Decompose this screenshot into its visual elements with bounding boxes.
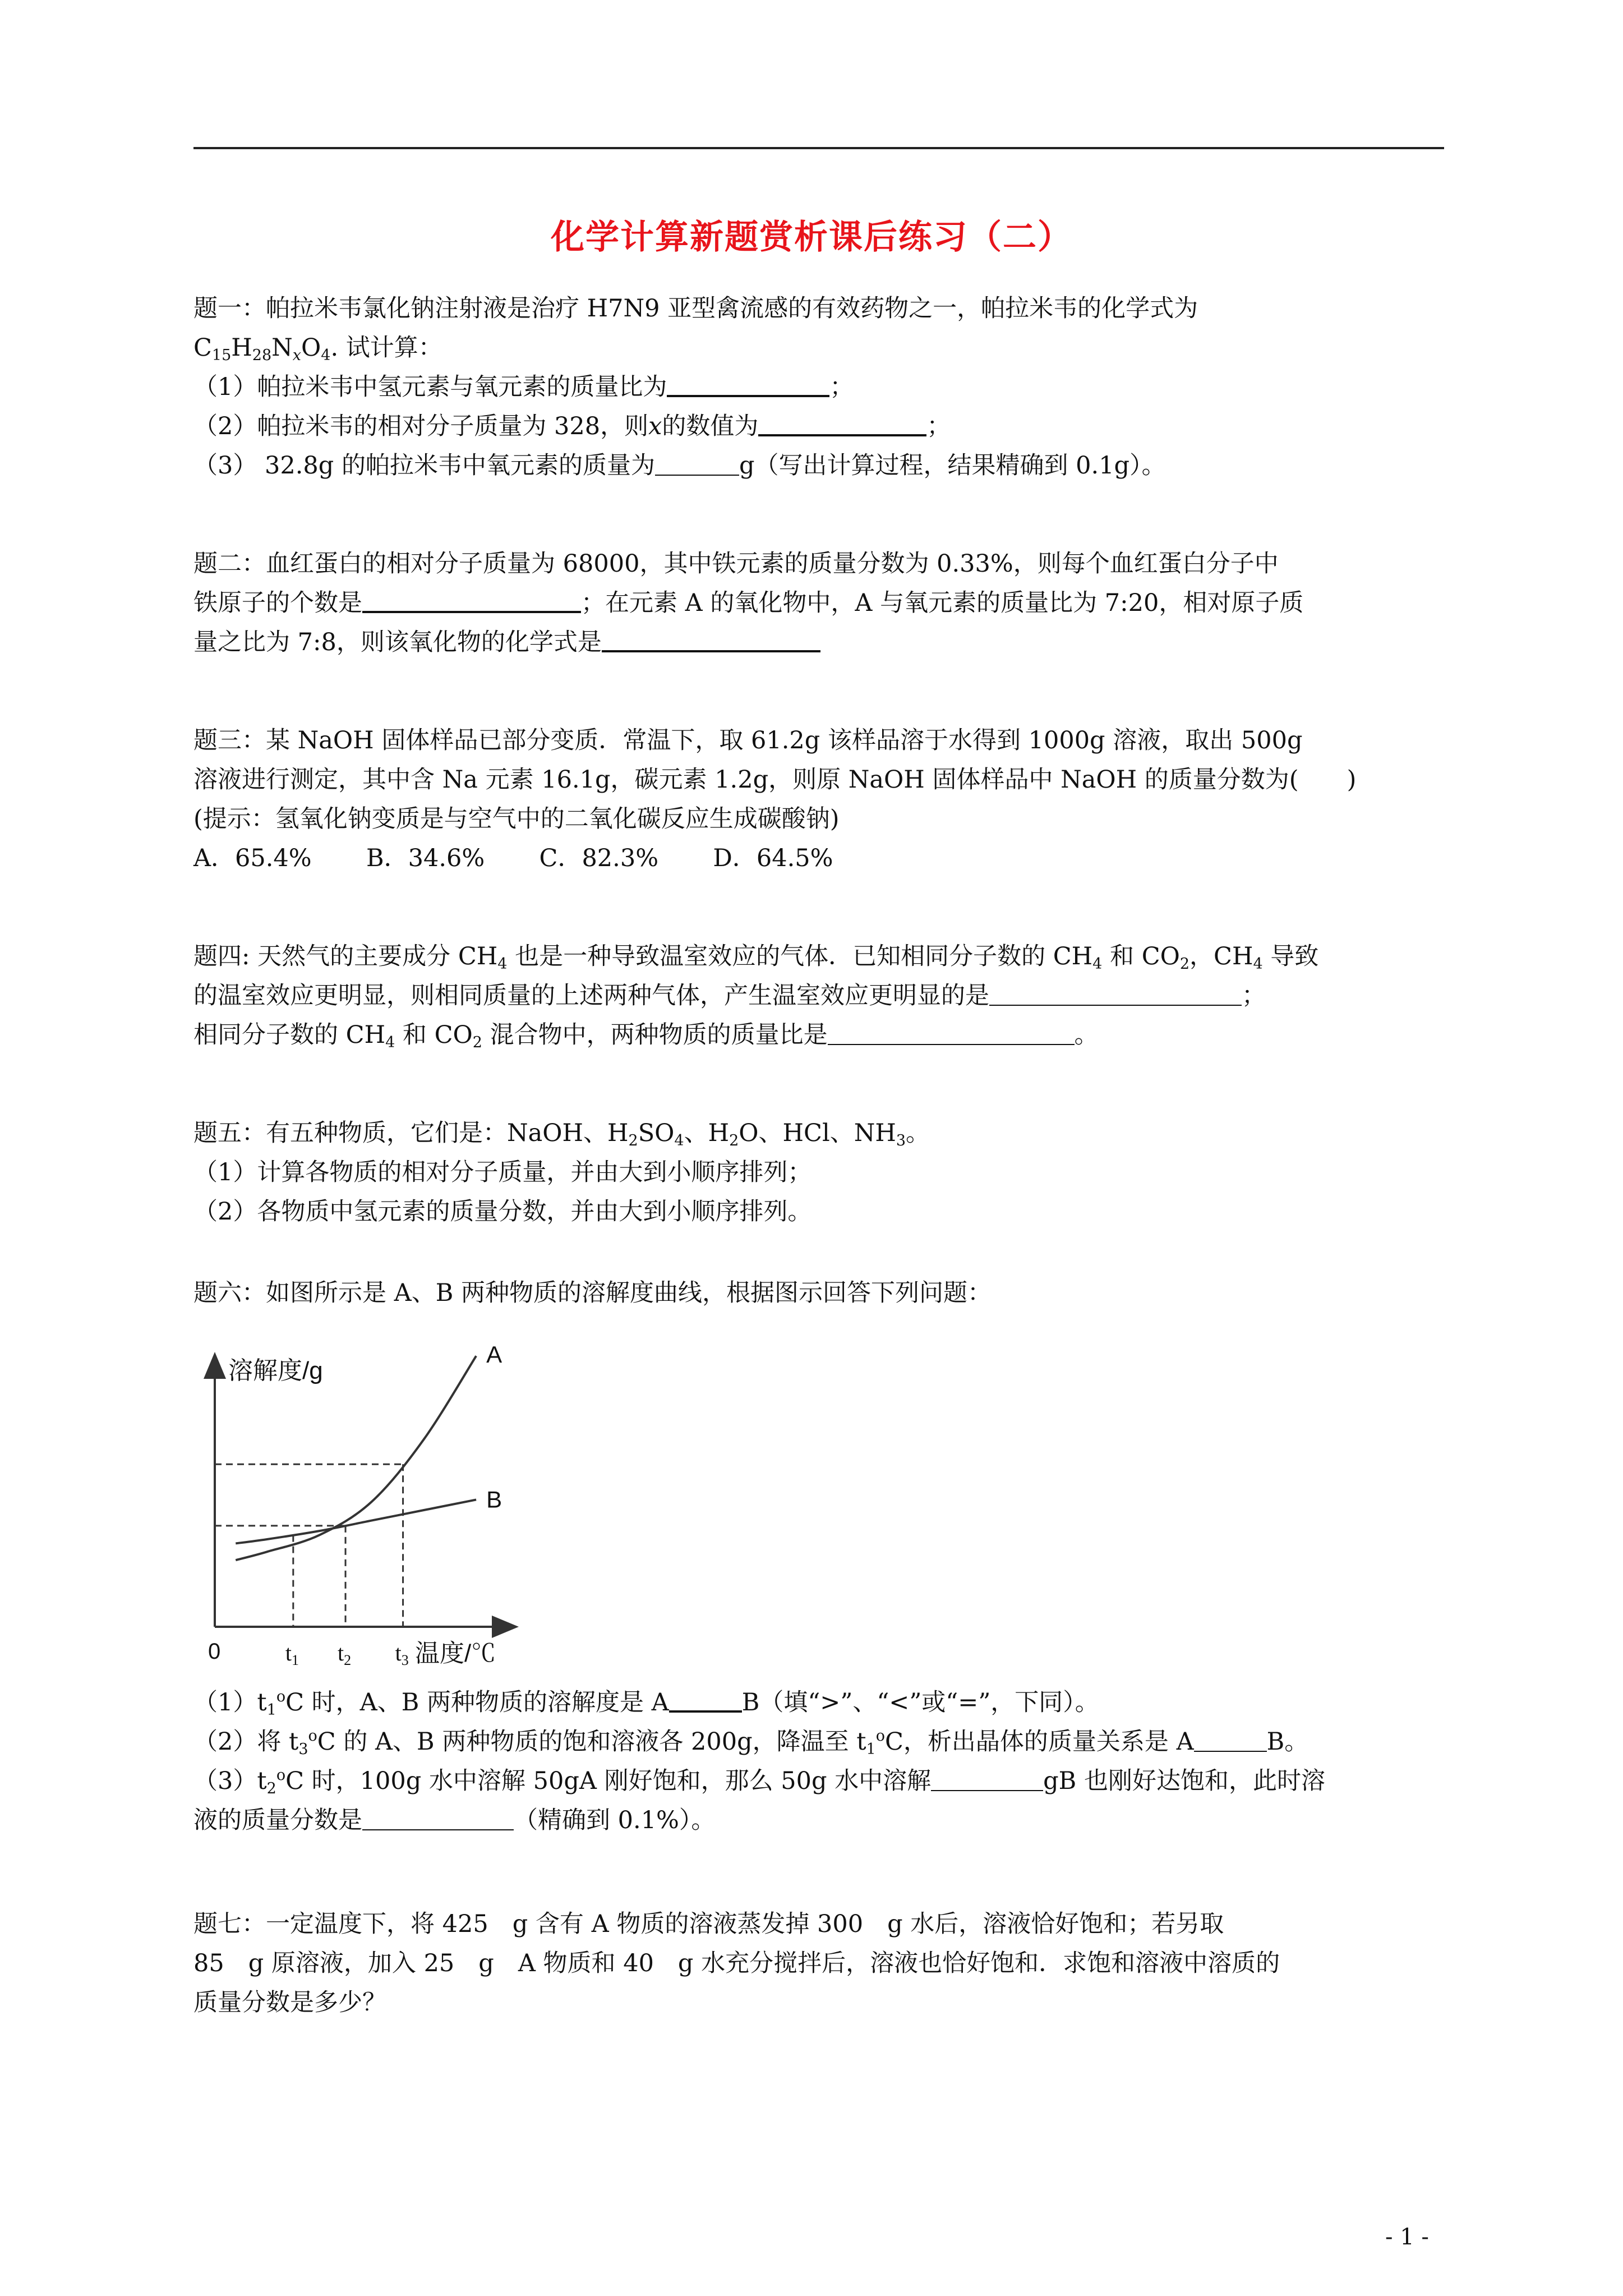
q1-blank1[interactable] [667,370,829,397]
q7-line2: 85 g 原溶液，加入 25 g A 物质和 40 g 水充分搅拌后，溶液也恰好饱和．求饱和溶液中溶质的 [193,1949,1280,1977]
q6-blank4[interactable] [362,1805,514,1830]
q7-line1: 题七：一定温度下，将 425 g 含有 A 物质的溶液蒸发掉 300 g 水后，溶液恰好饱和；若另取 [193,1910,1224,1938]
q5-part1: （1）计算各物质的相对分子质量，并由大到小顺序排列； [193,1158,812,1186]
q2-line2: 铁原子的个数是 ；在元素 A 的氧化物中，A 与氧元素的质量比为 7:20，相对原子质 [193,586,1303,620]
q4-line1: 题四: 天然气的主要成分 $CH_4$ 也是一种导致温室效应的气体．已知相同分子数的 $CH_4$ 和 $CO_2$，$CH_4$ 导致 [193,942,1319,973]
origin-label: 0 [208,1639,221,1664]
q5-line1: 题五：有五种物质，它们是：NaOH、$H_2SO_4$、$H_2O$、HCl、$NH_3$。 [193,1119,930,1149]
y-axis-label: 溶解度/g [228,1357,323,1384]
q3-line1: 题三：某 NaOH 固体样品已部分变质．常温下，取 61.2g 该样品溶于水得到 1000g 溶液，取出 500g [193,726,1303,754]
q1-formula: $C_{15}H_{28}N_xO_4$. 试计算： [193,334,442,364]
solubility-chart [193,1324,541,1672]
q2-line1: 题二：血红蛋白的相对分子质量为 68000，其中铁元素的质量分数为 0.33%，则每个血红蛋白分子中 [193,550,1279,578]
q6-blank2[interactable] [1194,1726,1267,1752]
q4-blank1[interactable] [989,980,1242,1006]
q1-part1: （1）帕拉米韦中氢元素与氧元素的质量比为 ； [193,370,854,404]
q1-line1: 题一：帕拉米韦氯化钠注射液是治疗 H7N9 亚型禽流感的有效药物之一，帕拉米韦的化学式为 [193,295,1198,323]
q1-blank3[interactable] [655,450,739,476]
q3-options [193,841,833,875]
page-number: - 1 - [1385,2224,1429,2250]
q3-option-a[interactable]: A．65.4% [193,844,312,872]
q7-line3: 质量分数是多少？ [193,1989,386,2017]
tick-label-t1: $t_1$ [285,1640,299,1668]
q4-line2: 的温室效应更明显，则相同质量的上述两种气体，产生温室效应更明显的是 ； [193,979,1266,1013]
q3-option-b[interactable]: B．34.6% [366,844,485,872]
page-title: 化学计算新题赏析课后练习（二） [551,218,1072,257]
tick-label-t3: $t_3$ [395,1640,409,1668]
q2-blank1[interactable] [362,586,581,613]
x-axis-label: 温度/℃ [415,1640,496,1667]
tick-label-t2: $t_2$ [338,1640,352,1668]
q6-part3: $(3)t_2^oC$ 时，100g 水中溶解 50gA 刚好饱和，那么 50g 水中溶解 gB 也刚好达饱和，此时溶 [193,1766,1325,1797]
q1-blank2[interactable] [758,409,926,436]
series-label-A: A [486,1341,502,1368]
q6-part4: 液的质量分数是 （精确到 0.1%）。 [193,1803,715,1837]
q6-line1: 题六：如图所示是 A、B 两种物质的溶解度曲线，根据图示回答下列问题： [193,1279,992,1307]
series-line-A [236,1356,476,1560]
header-rule [193,147,1444,149]
q3-option-d[interactable]: D．64.5% [713,844,833,872]
series-label-B: B [486,1486,502,1513]
q1-part3: （3） 32.8g 的帕拉米韦中氧元素的质量为 g（写出计算过程，结果精确到 0.1g）。 [193,449,1166,482]
series-line-B [236,1499,476,1543]
q4-line3: 相同分子数的 $CH_4$ 和 $CO_2$ 混合物中，两种物质的质量比是 。 [193,1018,1099,1052]
q6-blank1[interactable] [669,1686,742,1713]
q2-blank2[interactable] [602,625,820,652]
q6-part2: （2）将 $t_3^oC$ 的 A、B 两种物质的饱和溶液各 200g，降温至 $t_1^oC$，析出晶体的质量关系是 A B。 [193,1727,1309,1758]
q2-line3: 量之比为 7:8，则该氧化物的化学式是 [193,625,820,659]
q5-part2: （2）各物质中氢元素的质量分数，并由大到小顺序排列。 [193,1198,812,1226]
q1-part2: （2）帕拉米韦的相对分子质量为 328，则x的数值为 ； [193,409,951,443]
q3-line2: 溶液进行测定，其中含 Na 元素 16.1g，碳元素 1.2g，则原 NaOH 固体样品中 NaOH 的质量分数为( ) [193,766,1357,794]
q6-blank3[interactable] [931,1765,1043,1791]
q6-part1: $(1)t_1^oC$ 时，A、B 两种物质的溶解度是 A B（填“>”、“<”或“=”，下同）。 [193,1686,1099,1719]
q4-blank2[interactable] [828,1019,1075,1045]
q3-option-c[interactable]: C．82.3% [539,844,659,872]
q3-line3: (提示：氢氧化钠变质是与空气中的二氧化碳反应生成碳酸钠) [193,805,840,833]
